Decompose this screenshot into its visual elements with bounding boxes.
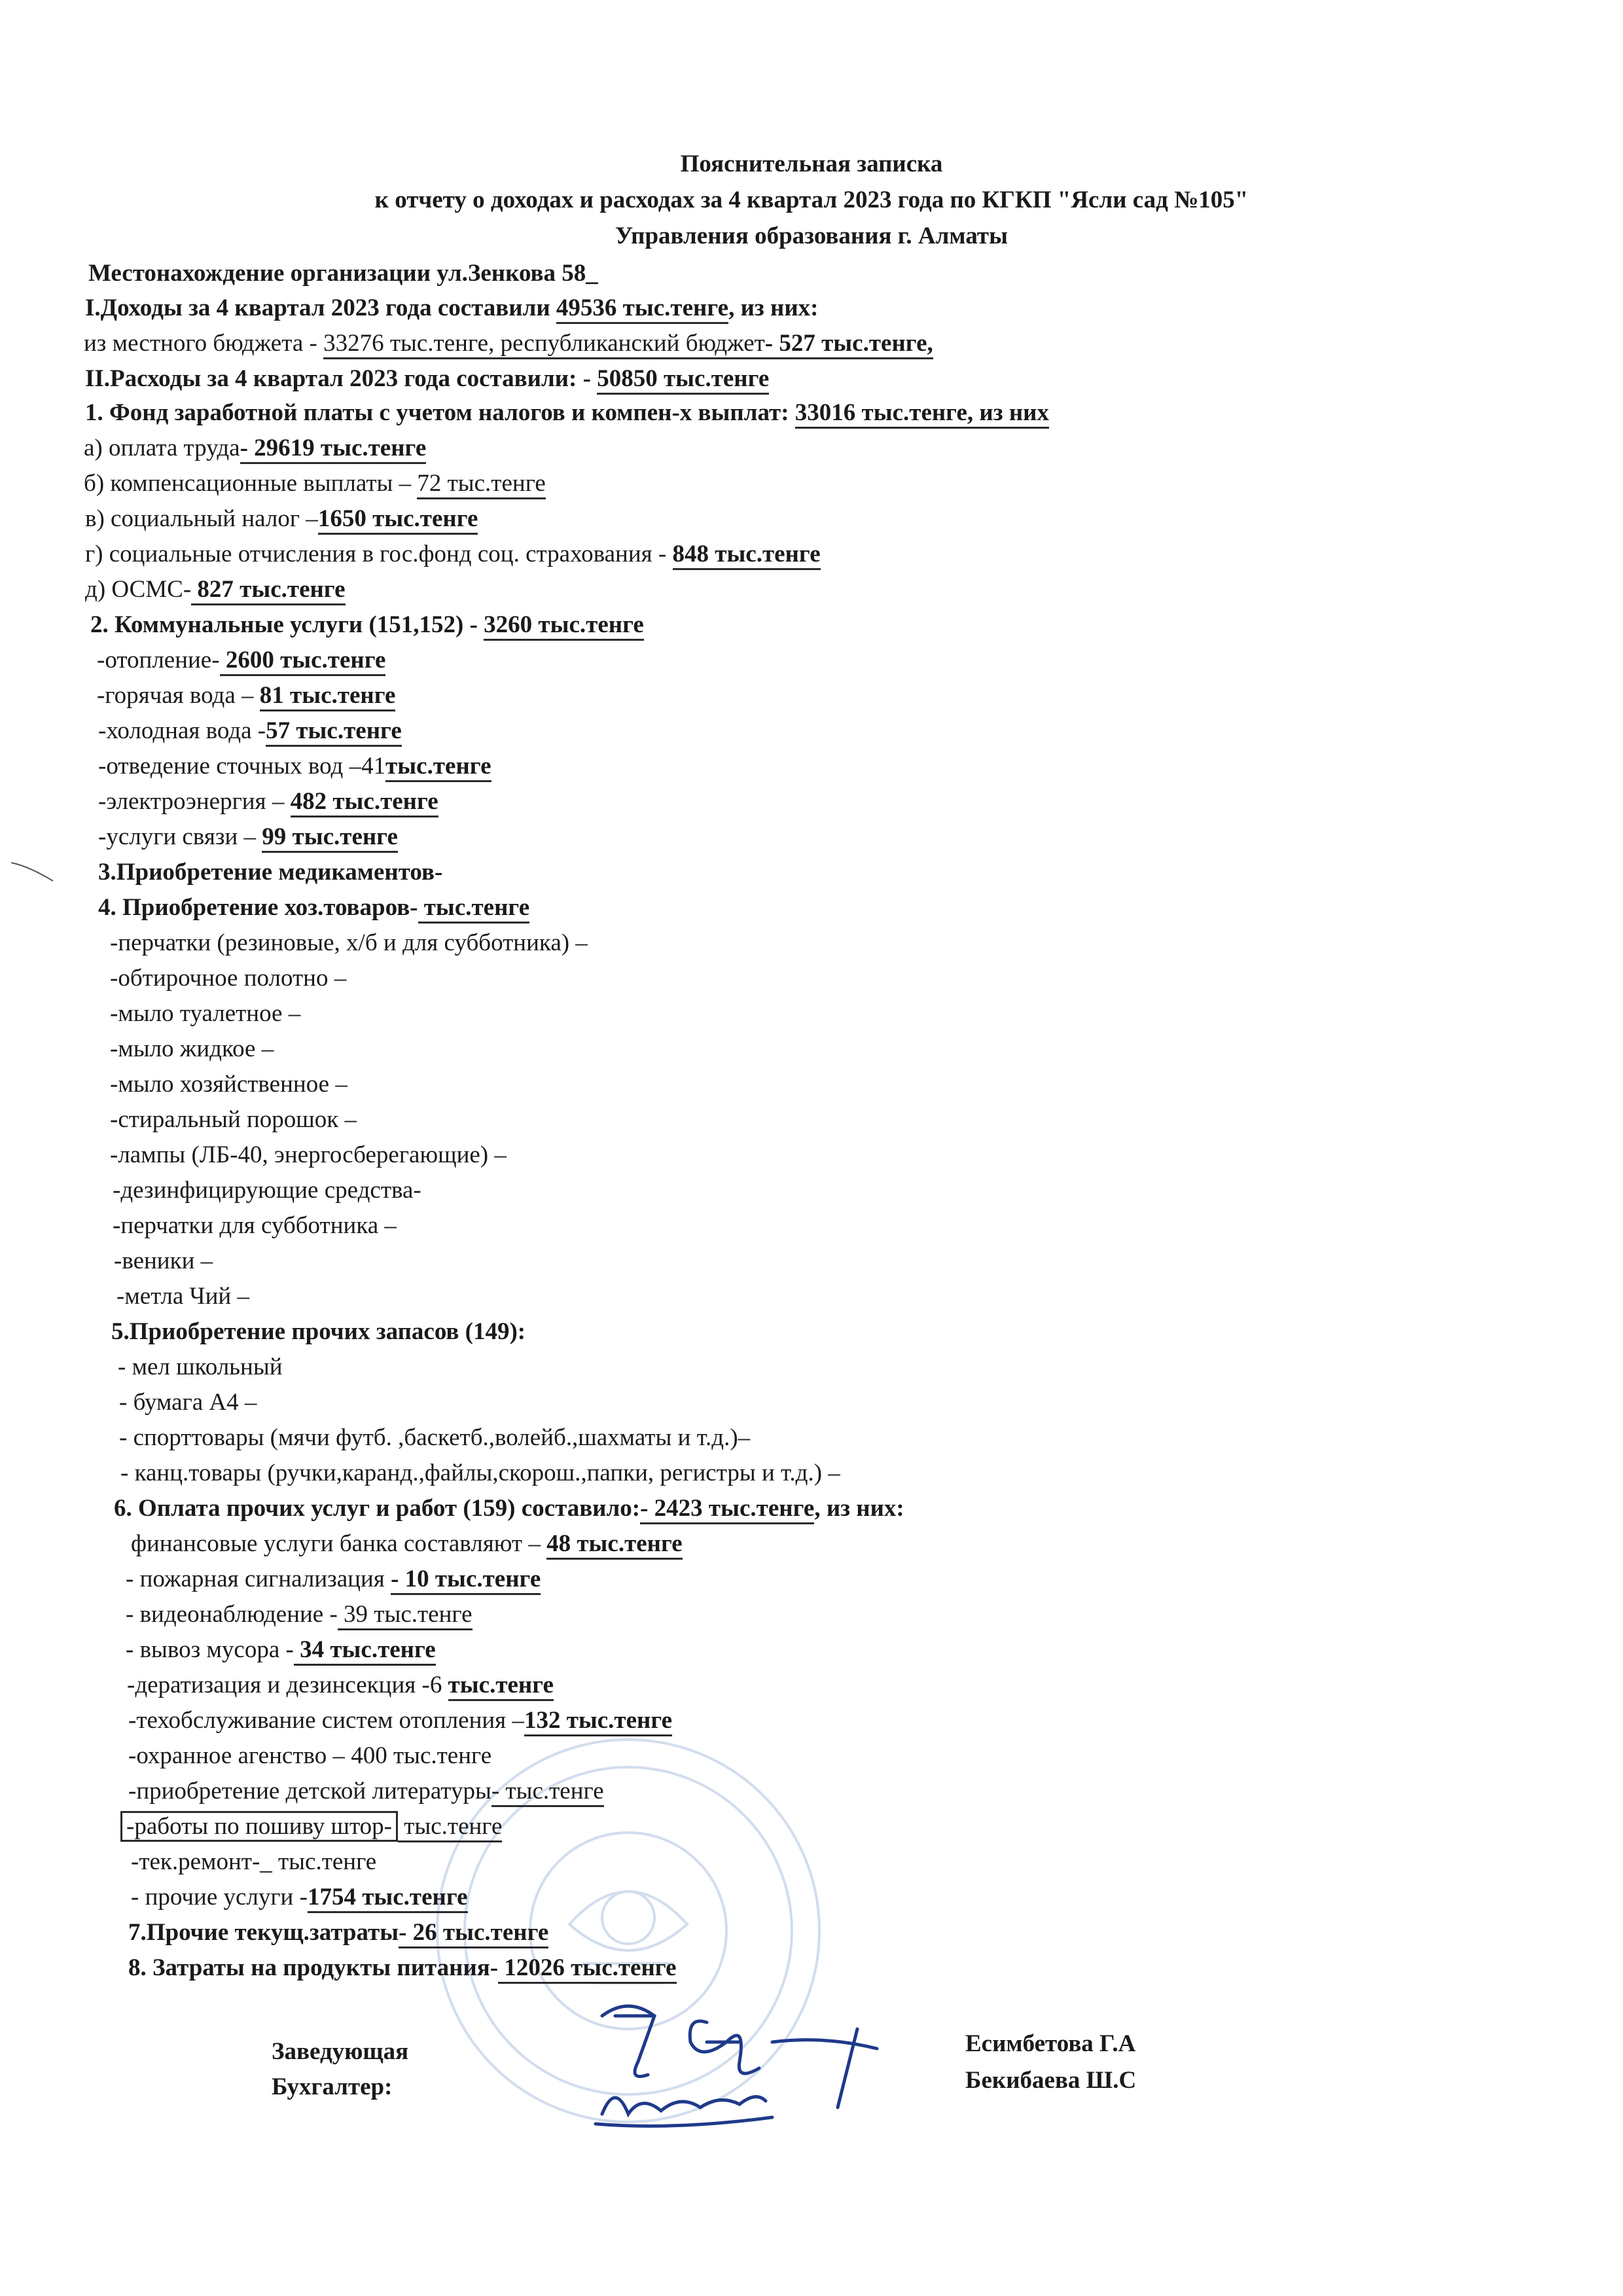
document-title: Пояснительная записка — [680, 151, 943, 177]
other-stock-item: - мел школьный — [118, 1354, 283, 1380]
income-line — [85, 293, 818, 323]
household-item: -метла Чий – — [116, 1283, 249, 1310]
accountant-name: Бекибаева Ш.С — [965, 2067, 1137, 2094]
service-misc — [131, 1882, 468, 1912]
republic-budget-label: республиканский бюджет — [494, 330, 764, 359]
payroll-d-label: г) социальные отчисления в гос.фонд соц. страхования - — [85, 541, 673, 567]
fire-alarm-value: - 10 тыс.тенге — [391, 1566, 541, 1595]
household-item: -лампы (ЛБ-40, энергосберегающие) – — [110, 1141, 507, 1168]
communications-value: 99 тыс.тенге — [262, 823, 398, 853]
expenses-label: II.Расходы за 4 квартал 2023 года составили: - — [85, 365, 597, 392]
current-costs-line — [128, 1918, 548, 1948]
waste-value: 34 тыс.тенге — [294, 1636, 436, 1666]
cctv-label: - видеонаблюдение - — [126, 1601, 338, 1628]
local-budget-value: 33276 тыс.тенге, — [323, 330, 494, 359]
payroll-value: 33016 тыс.тенге, из них — [795, 399, 1049, 429]
literature-label: -приобретение детской литературы — [128, 1778, 491, 1804]
medicines-line: 3.Приобретение медикаментов- — [98, 859, 443, 886]
service-waste — [126, 1635, 436, 1665]
pen-mark — [10, 857, 56, 884]
hot-water-value: 81 тыс.тенге — [260, 682, 396, 711]
payroll-item-d — [85, 539, 821, 569]
sewage-value: тыс.тенге — [385, 753, 491, 782]
cold-water-value: 57 тыс.тенге — [266, 717, 402, 747]
local-budget-label: из местного бюджета - — [84, 330, 324, 357]
utility-communications — [98, 822, 398, 852]
utilities-value: 3260 тыс.тенге — [484, 611, 644, 641]
waste-label: - вывоз мусора - — [126, 1636, 294, 1663]
heating-maintenance-label: -техобслуживание систем отопления – — [128, 1707, 524, 1734]
utilities-line — [90, 610, 644, 640]
household-label: 4. Приобретение хоз.товаров- — [98, 894, 418, 921]
service-bank — [131, 1529, 683, 1559]
misc-label: - прочие услуги - — [131, 1884, 308, 1910]
payroll-d-value: 848 тыс.тенге — [673, 541, 821, 570]
bank-label: финансовые услуги банка составляют – — [131, 1530, 547, 1557]
heating-label: -отопление- — [97, 647, 220, 673]
income-value: 49536 тыс.тенге — [556, 295, 728, 324]
payroll-b-value: 72 тыс.тенге — [417, 470, 545, 499]
other-stock-line: 5.Приобретение прочих запасов (149): — [111, 1318, 526, 1345]
payroll-e-label: д) ОСМС- — [85, 576, 192, 603]
payroll-item-e — [85, 575, 346, 605]
current-costs-label: 7.Прочие текущ.затраты — [128, 1919, 399, 1946]
food-costs-label: 8. Затраты на продукты питания- — [128, 1954, 499, 1981]
curtains-value: тыс.тенге — [398, 1813, 502, 1842]
income-suffix: , из них: — [728, 295, 819, 321]
cold-water-label: -холодная вода - — [98, 717, 266, 744]
accountant-title: Бухгалтер: — [272, 2073, 393, 2100]
utility-cold-water — [98, 716, 402, 746]
sewage-label: -отведение сточных вод –41 — [98, 753, 386, 780]
service-curtains — [128, 1812, 502, 1842]
food-costs-line — [128, 1953, 677, 1983]
heating-value: 2600 тыс.тенге — [220, 647, 386, 676]
services-line — [114, 1494, 904, 1524]
utility-hot-water — [97, 681, 395, 711]
republic-budget-value: - 527 тыс.тенге, — [765, 330, 933, 359]
utility-sewage — [98, 751, 491, 781]
fire-alarm-label: - пожарная сигнализация — [126, 1566, 391, 1592]
household-item: -перчатки для субботника – — [113, 1212, 397, 1239]
utilities-label: 2. Коммунальные услуги (151,152) - — [90, 611, 484, 638]
service-repair: -тек.ремонт-_ тыс.тенге — [131, 1848, 377, 1875]
expenses-value: 50850 тыс.тенге — [597, 365, 769, 395]
electricity-label: -электроэнергия – — [98, 788, 291, 815]
payroll-e-value: 827 тыс.тенге — [191, 576, 345, 605]
household-line — [98, 893, 529, 923]
expenses-line — [85, 364, 769, 394]
services-value: - 2423 тыс.тенге — [640, 1495, 814, 1524]
document-department: Управления образования г. Алматы — [615, 223, 1008, 249]
other-stock-item: - канц.товары (ручки,каранд.,файлы,скорош.,папки, регистры и т.д.) – — [120, 1460, 840, 1486]
handwritten-signatures — [576, 1990, 942, 2160]
pest-value: тыс.тенге — [448, 1672, 554, 1701]
bank-value: 48 тыс.тенге — [546, 1530, 683, 1560]
payroll-item-a — [84, 433, 426, 463]
payroll-item-b — [84, 469, 546, 499]
income-label: I.Доходы за 4 квартал 2023 года составили — [85, 295, 550, 321]
payroll-c-label: в) социальный налог – — [85, 505, 318, 532]
payroll-line — [85, 398, 1049, 428]
communications-label: -услуги связи – — [98, 823, 262, 850]
household-item: -стиральный порошок – — [110, 1106, 357, 1133]
services-label: 6. Оплата прочих услуг и работ (159) составило: — [114, 1495, 641, 1522]
payroll-item-c — [85, 504, 478, 534]
household-item: -веники – — [114, 1247, 213, 1274]
pest-label: -дератизация и дезинсекция -6 — [127, 1672, 448, 1698]
current-costs-value: - 26 тыс.тенге — [399, 1919, 548, 1948]
head-name: Есимбетова Г.А — [965, 2030, 1136, 2057]
other-stock-item: - бумага А4 – — [119, 1389, 257, 1416]
curtains-label: -работы по пошиву штор- — [120, 1811, 398, 1842]
household-value: тыс.тенге — [418, 894, 530, 924]
cctv-value: 39 тыс.тенге — [338, 1601, 473, 1630]
payroll-label: 1. Фонд заработной платы с учетом налогов и компен-х выплат: — [85, 399, 795, 426]
payroll-c-value: 1650 тыс.тенге — [318, 505, 478, 535]
other-stock-item: - спорттовары (мячи футб. ,баскетб.,волейб.,шахматы и т.д.)– — [119, 1424, 751, 1451]
payroll-b-label: б) компенсационные выплаты – — [84, 470, 418, 497]
utility-heating — [97, 645, 385, 675]
payroll-a-value: - 29619 тыс.тенге — [240, 435, 427, 464]
service-pest-control — [127, 1670, 554, 1700]
service-heating-maintenance — [128, 1706, 672, 1736]
hot-water-label: -горячая вода – — [97, 682, 260, 709]
services-suffix: , из них: — [814, 1495, 904, 1522]
household-item: -мыло хозяйственное – — [110, 1071, 348, 1098]
misc-value: 1754 тыс.тенге — [308, 1884, 468, 1913]
service-literature — [128, 1776, 604, 1806]
electricity-value: 482 тыс.тенге — [291, 788, 438, 817]
household-item: -мыло жидкое – — [110, 1035, 274, 1062]
household-item: -мыло туалетное – — [110, 1000, 301, 1027]
food-costs-value: 12026 тыс.тенге — [498, 1954, 676, 1984]
utility-electricity — [98, 787, 438, 817]
household-item: -дезинфицирующие средства- — [113, 1177, 421, 1204]
household-item: -перчатки (резиновые, х/б и для субботника) – — [110, 929, 588, 956]
payroll-a-label: а) оплата труда — [84, 435, 240, 461]
household-item: -обтирочное полотно – — [110, 965, 347, 992]
location-line: Местонахождение организации ул.Зенкова 58_ — [88, 260, 598, 287]
literature-value: - тыс.тенге — [491, 1778, 604, 1807]
service-security: -охранное агенство – 400 тыс.тенге — [128, 1742, 492, 1769]
income-breakdown — [84, 329, 933, 359]
head-title: Заведующая — [272, 2038, 409, 2065]
heating-maintenance-value: 132 тыс.тенге — [524, 1707, 672, 1736]
service-cctv — [126, 1600, 473, 1630]
service-fire-alarm — [126, 1564, 541, 1594]
document-subtitle: к отчету о доходах и расходах за 4 квартал 2023 года по КГКП "Ясли сад №105" — [374, 187, 1249, 213]
